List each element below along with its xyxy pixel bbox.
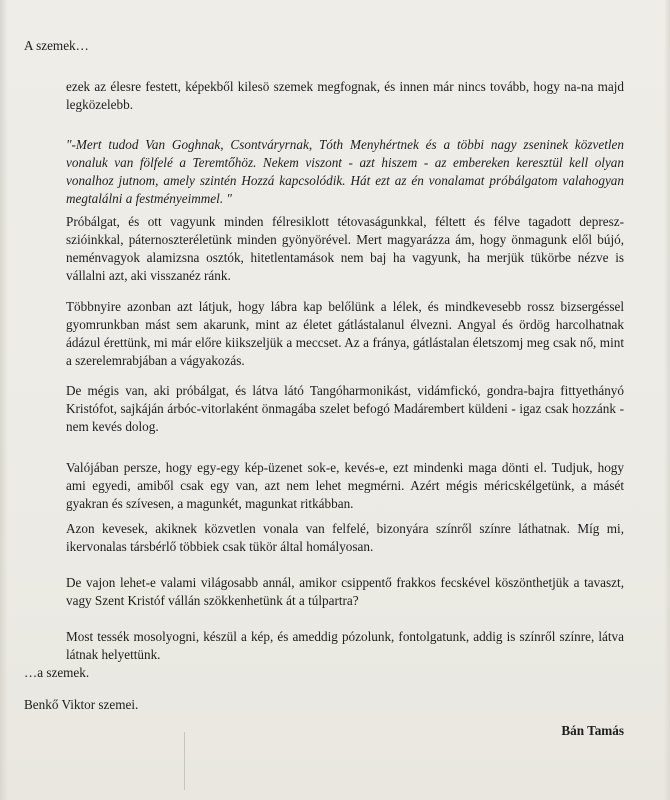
page-heading: A szemek… [24, 38, 89, 53]
paragraph-3: Többnyire azonban azt látjuk, hogy lábra kap belőlünk a lélek, és mindkevesebb rossz bizsergéssel gyomrunkban mást sem akarunk, mint az életet gátlástalanul élvezni. Angyal és ördög harcolhatnak ádázul érettünk, mi már előre kiikszeljük a meccset. Az a fránya, gátlástalan életszomj meg csak nő, mint a szerelemrabjában a vágyakozás. [66, 299, 624, 368]
credit-line: Benkő Viktor szemei. [24, 697, 139, 712]
paragraph-5: Valójában persze, hogy egy-egy kép-üzenet sok-e, kevés-e, ezt mindenki maga dönti el. Tudjuk, hogy ami egyedi, amiből csak egy van, azt nem lehet megmérni. Azért mégis méricskélgetünk, a másét gyakran és szívesen, a magunkét, magunkat ritkábban. [66, 460, 624, 511]
paragraph-2: Próbálgat, és ott vagyunk minden félresiklott tétovaságunkkal, féltett és félve tagadott depresz-szióinkkal, páternoszteréletünk minden gyönyörével. Mert magyarázza ám, hogy önmagunk elől bújó, neménvagyok alamizsna osztók, hitetlentamások nem baj ha vagyunk, ha merjük tükörbe nézve is vállalni azt, aki visszanéz ránk. [66, 214, 624, 283]
paragraph-4: De mégis van, aki próbálgat, és látva látó Tangóharmonikást, vidámfickó, gondra-bajra fittyethányó Kristófot, sajkáján árbóc-vitorlaként önmagába szelet befogó Madárembert küldeni - igaz csak hozzánk - nem kevés dolog. [66, 383, 624, 434]
paragraph-1: ezek az élesre festett, képekből kilesö szemek megfognak, és innen már nincs tovább, hogy na-na majd legközelebb. [66, 79, 624, 112]
paragraph-7: De vajon lehet-e valami világosabb annál, amikor csippentő frakkos fecskével köszönthetjük a tavaszt, vagy Szent Kristóf vállán szökkenhetünk át a túlpartra? [66, 575, 624, 608]
closing-line: …a szemek. [24, 665, 90, 680]
paragraph-8: Most tessék mosolyogni, készül a kép, és ameddig pózolunk, fontolgatunk, addig is színről színre, látva látnak helyettünk. [66, 629, 624, 662]
left-scan-shadow [0, 0, 8, 800]
quotation-paragraph: "-Mert tudod Van Goghnak, Csontváryrnak, Tóth Menyhértnek és a többi nagy zseninek közvetlen vonaluk van fölfelé a Teremtőhöz. Nekem viszont - azt hiszem - az embereken keresztül kell olyan vonalhoz jutnom, amely szintén Hozzá kapcsolódik. Hát ezt az én vonalamat próbálgatom valahogyan megtalálni a festményeimmel. " [66, 137, 624, 206]
author-signature: Bán Tamás [561, 723, 624, 738]
scan-mark [184, 732, 185, 790]
paragraph-6: Azon kevesek, akiknek közvetlen vonala van felfelé, bizonyára színről színre láthatnak. Míg mi, ikervonalas társbérlő többiek csak tükör által homályosan. [66, 521, 624, 554]
right-scan-shadow [664, 0, 670, 800]
